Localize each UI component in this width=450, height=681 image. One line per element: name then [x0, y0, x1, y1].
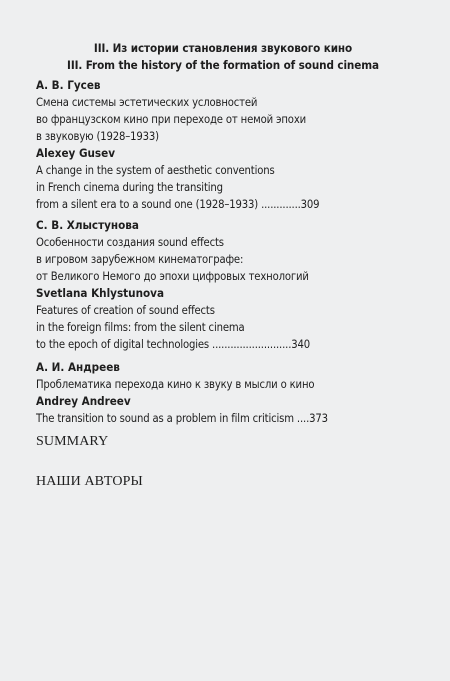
title-en-line-page: from a silent era to a sound one (1928–1933) .............309 — [36, 198, 320, 211]
title-en-line: A change in the system of aesthetic conventions — [36, 164, 275, 177]
author-ru: С. В. Хлыстунова — [36, 218, 139, 232]
author-en: Andrey Andreev — [36, 394, 131, 408]
toc-entry-gusev — [36, 77, 410, 213]
author-ru: А. И. Андреев — [36, 360, 120, 374]
title-ru-line: во французском кино при переходе от немой эпохи — [36, 113, 307, 126]
title-en-line: in French cinema during the transiting — [36, 181, 223, 194]
title-ru-line: Особенности создания sound effects — [36, 236, 224, 249]
title-ru-line: в звуковую (1928–1933) — [36, 130, 159, 143]
title-ru-line: Проблематика перехода кино к звуку в мысли о кино — [36, 378, 315, 391]
title-ru-line: от Великого Немого до эпохи цифровых технологий — [36, 270, 309, 283]
title-ru-line: Смена системы эстетических условностей — [36, 96, 258, 109]
section-title-ru: III. Из истории становления звукового кино — [93, 41, 353, 55]
author-en: Svetlana Khlystunova — [36, 286, 165, 300]
summary-heading: SUMMARY — [36, 434, 109, 449]
section-title-en: III. From the history of the formation of sound cinema — [67, 58, 379, 72]
toc-entry-andreev — [36, 359, 410, 427]
author-en: Alexey Gusev — [36, 146, 116, 160]
toc-entry-khlystunova — [36, 217, 410, 353]
title-en-line: in the foreign films: from the silent cinema — [36, 321, 245, 334]
title-ru-line: в игровом зарубежном кинематографе: — [36, 253, 244, 266]
title-en-line-page: The transition to sound as a problem in film criticism ....373 — [36, 412, 328, 425]
title-en-line: Features of creation of sound effects — [36, 304, 215, 317]
title-en-line-page: to the epoch of digital technologies ..........................340 — [36, 338, 310, 351]
our-authors-heading: НАШИ АВТОРЫ — [36, 474, 143, 489]
author-ru: А. В. Гусев — [36, 78, 101, 92]
